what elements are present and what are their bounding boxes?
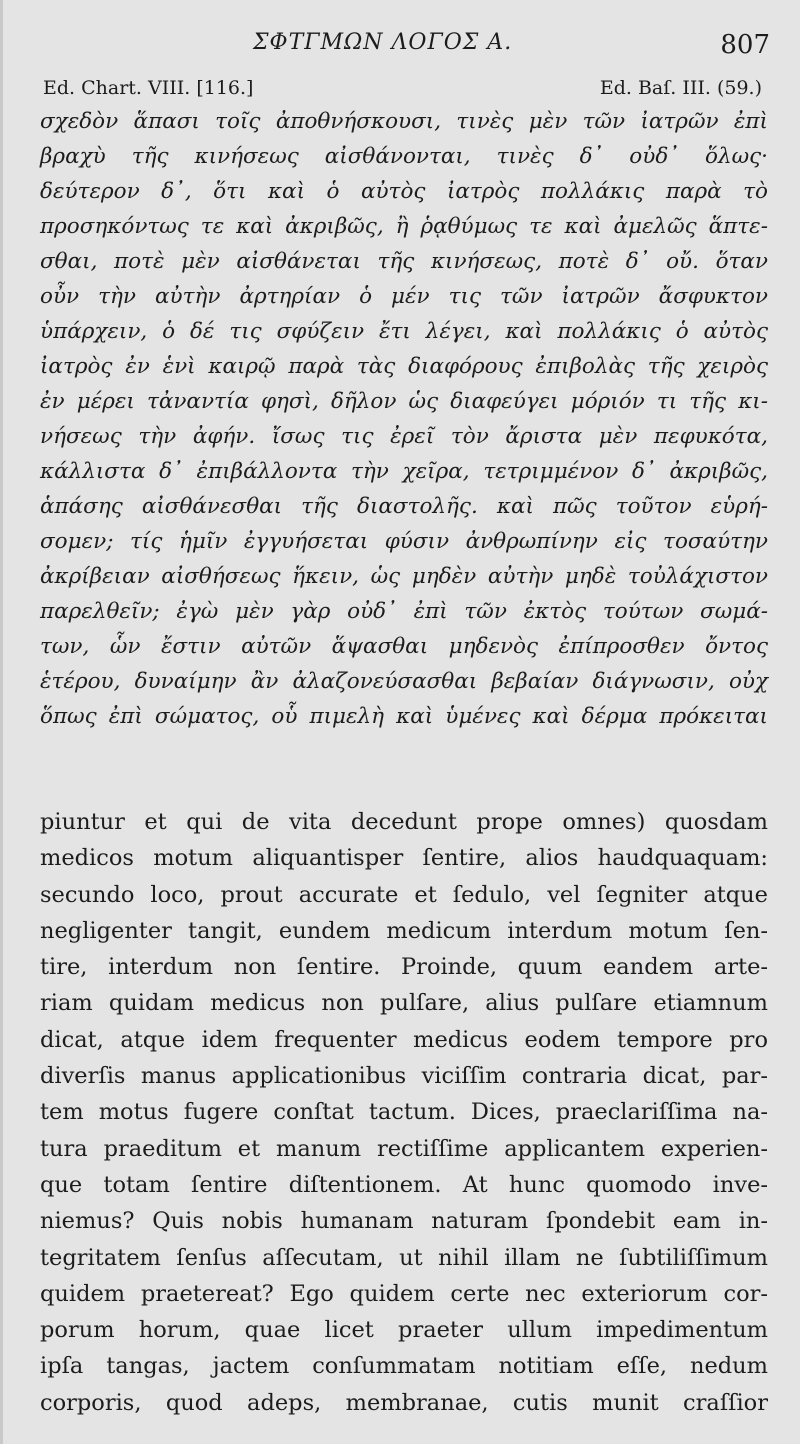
latin-text-block: [40, 804, 768, 1421]
latin-text-line: tire, interdum non ſentire. Proinde, quum eandem arte-: [40, 954, 768, 981]
greek-text-block: [40, 104, 768, 734]
latin-text-line: quidem praetereat? Ego quidem certe nec exteriorum cor-: [40, 1280, 768, 1307]
greek-text-line: ὑπάρχειν, ὁ δέ τις σφύζειν ἔτι λέγει, καὶ πολλάκις ὁ αὐτὸς: [40, 319, 768, 344]
greek-text-line: ἁπάσης αἰσθάνεσθαι τῆς διαστολῆς. καὶ πῶς τοῦτον εὑρή-: [40, 494, 768, 519]
latin-text-line: tem motus fugere conſtat tactum. Dices, praeclariſſima na-: [40, 1099, 768, 1126]
greek-text-line: σχεδὸν ἅπασι τοῖς ἀποθνήσκουσι, τινὲς μὲν τῶν ἰατρῶν ἐπὶ: [40, 109, 768, 134]
page-number: 807: [720, 30, 770, 60]
greek-text-line: σομεν; τίς ἡμῖν ἐγγυήσεται φύσιν ἀνθρωπίνην εἰς τοσαύτην: [40, 529, 768, 554]
latin-text-line: tegritatem ſenſus aſſecutam, ut nihil illam ne ſubtiliſſimum: [40, 1244, 768, 1271]
greek-text-line: δεύτερον δ᾽, ὅτι καὶ ὁ αὐτὸς ἰατρὸς πολλάκις παρὰ τὸ: [40, 179, 768, 204]
greek-text-line: ἐν μέρει τἀναντία φησὶ, δῆλον ὡς διαφεύγει μόριόν τι τῆς κι-: [40, 389, 768, 414]
greek-text-line: κάλλιστα δ᾽ ἐπιβάλλοντα τὴν χεῖρα, τετριμμένον δ᾽ ἀκριβῶς,: [40, 459, 768, 484]
latin-text-line: dicat, atque idem frequenter medicus eodem tempore pro: [40, 1026, 768, 1053]
greek-text-line: των, ὧν ἔστιν αὐτῶν ἅψασθαι μηδενὸς ἐπίπροσθεν ὄντος: [40, 634, 768, 659]
greek-text-line: οὖν τὴν αὐτὴν ἀρτηρίαν ὁ μέν τις τῶν ἰατρῶν ἄσφυκτον: [40, 284, 768, 309]
running-head: ΣΦΤΓΜΩΝ ΛΟΓΟΣ Α.: [253, 30, 513, 55]
greek-text-line: σθαι, ποτὲ μὲν αἰσθάνεται τῆς κινήσεως, ποτὲ δ᾽ οὔ. ὅταν: [40, 249, 768, 274]
greek-text-line: προσηκόντως τε καὶ ἀκριβῶς, ἢ ῥᾳθύμως τε καὶ ἀμελῶς ἅπτε-: [40, 214, 768, 239]
latin-text-line: tura praeditum et manum rectiſſime applicantem experien-: [40, 1135, 768, 1162]
latin-text-line: diverſis manus applicationibus viciſſim contraria dicat, par-: [40, 1063, 768, 1090]
greek-text-line: ὅπως ἐπὶ σώματος, οὗ πιμελὴ καὶ ὑμένες καὶ δέρμα πρόκειται: [40, 704, 768, 729]
greek-text-line: ἰατρὸς ἐν ἑνὶ καιρῷ παρὰ τὰς διαφόρους ἐπιβολὰς τῆς χειρὸς: [40, 354, 768, 379]
latin-text-line: piuntur et qui de vita decedunt prope omnes) quosdam: [40, 809, 768, 835]
latin-text-line: secundo loco, prout accurate et ſedulo, vel ſegniter atque: [40, 881, 768, 908]
latin-text-line: que totam ſentire diſtentionem. At hunc quomodo inve-: [40, 1171, 768, 1198]
latin-text-line: medicos motum aliquantisper ſentire, alios haudquaquam:: [40, 845, 768, 872]
edition-reference-right: Ed. Baſ. III. (59.): [599, 77, 762, 99]
latin-text-line: corporis, quod adeps, membranae, cutis munit craſſior: [40, 1389, 768, 1416]
edition-reference-left: Ed. Chart. VIII. [116.]: [43, 77, 254, 99]
greek-text-line: βραχὺ τῆς κινήσεως αἰσθάνονται, τινὲς δ᾽ οὐδ᾽ ὅλως·: [40, 144, 768, 169]
greek-text-line: παρελθεῖν; ἐγὼ μὲν γὰρ οὐδ᾽ ἐπὶ τῶν ἐκτὸς τούτων σωμά-: [40, 599, 768, 624]
latin-text-line: riam quidam medicus non pulſare, alius pulſare etiamnum: [40, 990, 768, 1017]
latin-text-line: porum horum, quae licet praeter ullum impedimentum: [40, 1317, 768, 1344]
latin-text-line: ipſa tangas, jactem conſummatam notitiam eſſe, nedum: [40, 1353, 768, 1380]
greek-text-line: νήσεως τὴν ἀφήν. ἴσως τις ἐρεῖ τὸν ἄριστα μὲν πεφυκότα,: [40, 424, 768, 449]
greek-text-line: ἀκρίβειαν αἰσθήσεως ἥκειν, ὡς μηδὲν αὐτὴν μηδὲ τοὐλάχιστον: [40, 564, 768, 589]
greek-text-line: ἑτέρου, δυναίμην ἂν ἀλαζονεύσασθαι βεβαίαν διάγνωσιν, οὐχ: [40, 669, 768, 694]
latin-text-line: niemus? Quis nobis humanam naturam ſpondebit eam in-: [40, 1208, 768, 1235]
latin-text-line: negligenter tangit, eundem medicum interdum motum ſen-: [40, 917, 768, 944]
